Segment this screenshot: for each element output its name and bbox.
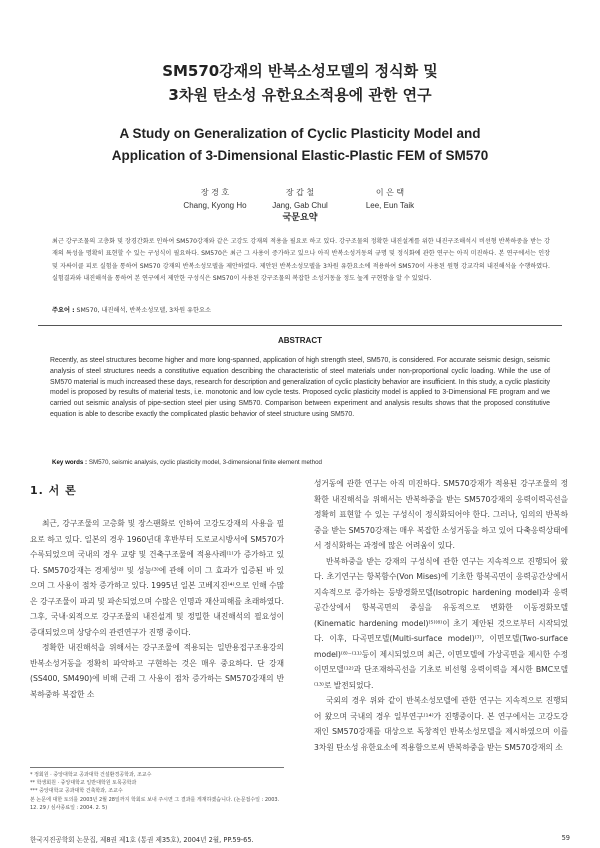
author-3	[330, 186, 450, 212]
journal-citation: 한국지진공학회 논문집, 제8권 제1호 (통권 제35호), 2004년 2월, PP.59-65.	[30, 836, 254, 844]
section-1-heading: 1. 서 론	[30, 484, 77, 497]
english-keywords-text: SM570, seismic analysis, cyclic plasticity model, 3-dimensional finite element method	[88, 459, 322, 466]
english-title-line-1: A Study on Generalization of Cyclic Plasticity Model and	[119, 126, 481, 141]
english-keywords-label: Key words :	[52, 459, 88, 466]
right-column	[314, 476, 568, 755]
author-2-korean-name: 장 갑 철	[285, 188, 315, 197]
body-paragraph: 반복하중을 받는 강재의 구성식에 관한 연구는 지속적으로 진행되어 왔다. 초기연구는 항복함수(Von Mises)에 기초한 항복곡면이 응력공간상에서 지속적으로 증가하는 등방경화모델(Isotropic hardening model)과 응력공간상에서 항복곡면의 중심을 유동적으로 변화한 이동경화모델(Kinematic hardening model)⁽⁵⁾⁽⁶⁾이 초기 제안된 것으로부터 시작되었다. 이후, 다곡면모델(Multi-surface model)⁽⁷⁾, 이면모델(Two-surface model)⁽⁸⁾⁻⁽¹¹⁾등이 제시되었으며 최근, 이면모델에 가상곡면을 제시한 수정이면모델⁽¹²⁾과 단조재하곡선을 기초로 비선형 응력이력을 제시한 BMC모델⁽¹³⁾로 발전되었다.	[314, 556, 568, 690]
page-number: 59	[561, 834, 570, 842]
author-3-korean-name: 이 은 택	[375, 188, 405, 197]
body-paragraph: 성거동에 관한 연구는 아직 미진하다. SM570강재가 적용된 강구조물의 정확한 내진해석을 위해서는 반복하중을 받는 SM570강재의 응력이력곡선을 정확히 표현할 수 있는 구성식이 정식화되어야 한다. 그러나, 임의의 반복하중을 받는 SM570강재는 매우 복잡한 소성거동을 하고 있어 다축응력상태에서 정식화하는 과정에 많은 어려움이 있다.	[314, 479, 568, 550]
english-title-line-2: Application of 3-Dimensional Elastic-Plastic FEM of SM570	[111, 148, 489, 163]
footnotes	[30, 771, 284, 812]
author-3-english-name: Lee, Eun Taik	[365, 201, 415, 210]
english-abstract-text: Recently, as steel structures become higher and more long-spanned, application of high strength steel, SM570, is considered. For accurate seismic design, seismic analysis of steel structures needs a constitutive equation describing the characteristic of steel materials under non-proportional cyclic loading. While the use of SM570 material is much increased these days, research for description and generalization of cyclic plasticity behavior are insufficient. In this study, a cyclic plasticity model is proposed by results of material tests, i.e. monotonic and low cycle tests. Proposed cyclic plasticity model is applied to 3-Dimensional FE program and we carried out seismic analysis of pipe-section steel pier using SM570. Comparison between experiment and analysis results shows that the proposed constitutive equation is able to describe exactly the complicated plastic behavior of steel structure using SM570.	[50, 357, 550, 418]
body-paragraph: 정확한 내진해석을 위해서는 강구조물에 적용되는 일반용접구조용강의 반복소성거동을 정확히 파악하고 구현하는 것은 매우 중요하다. 단 강재(SS400, SM490)에 비해 근래 그 사용이 점차 증가하는 SM570강재의 반복하중하 복잡한 소	[30, 643, 284, 699]
footnote-2: ** 학생회원 · 중앙대학교 일반대학원 토목공학과	[30, 780, 137, 787]
footnote-4: 본 논문에 대한 토의를 2003년 2월 28일까지 학회로 보내 주시면 그 결과를 게재하겠습니다. (논문접수일 : 2003. 12. 29 / 심사종료일 : 2004. 2. 5)	[30, 796, 280, 811]
author-2-english-name: Jang, Gab Chul	[272, 201, 328, 210]
page-footer	[30, 834, 570, 844]
footnote-1: * 정회원 · 중앙대학교 공과대학 건설환경공학과, 조교수	[30, 772, 152, 778]
footnote-3: *** 중앙대학교 공과대학 건축학과, 조교수	[30, 788, 123, 795]
left-column	[30, 516, 284, 702]
korean-abstract-heading: 국문요약	[282, 213, 318, 223]
author-1-korean-name: 장 경 호	[200, 188, 230, 197]
footnote-rule	[30, 767, 284, 768]
korean-abstract-text: 최근 강구조물의 고층화 및 장경간화로 인하여 SM570강재와 같은 고강도 강재의 적용을 필요로 하고 있다. 강구조물의 정확한 내진설계를 위한 내진구조해석시 비선형 반복하중을 받는 강재의 특성을 명확히 표현할 수 있는 구성식이 필요하다. SM570은 최근 그 사용이 증가하고 있으나 아직 반복소성거동의 규명 및 정식화에 관한 연구는 아직 미진하다. 본 연구에서는 인장 및 자싸이클 피로 실험을 통하여 SM570 강재의 반복소성모델을 제안하였다. 제안된 반복소성모델을 3차원 유한요소에 적용하여 SM570이 사용된 원형 강교각의 내진해석을 수행하였다. 실험결과와 내진해석을 통하여 본 연구에서 제안한 구성식은 SM570이 사용된 강구조물의 복잡한 소성거동을 정도 높게 구현함을 알 수 있었다.	[52, 238, 550, 282]
divider-rule	[38, 325, 562, 326]
english-keywords	[52, 458, 550, 468]
body-paragraph: 국외의 경우 위와 같이 반복소성모델에 관한 연구는 지속적으로 진행되어 왔으며 국내의 경우 일부연구⁽¹⁴⁾가 진행중이다. 본 연구에서는 고강도강재인 SM570강재를 대상으로 독창적인 반복소성모델을 제시하였으며 이를 3차원 탄소성 유한요소에 적용함으로써 반복하중을 받는 SM570강재의 소	[314, 696, 568, 752]
author-1-english-name: Chang, Kyong Ho	[183, 201, 247, 210]
korean-title-line-1: SM570강재의 반복소성모델의 정식화 및	[162, 62, 438, 80]
english-abstract-heading: ABSTRACT	[278, 336, 322, 345]
korean-title-line-2: 3차원 탄소성 유한요소적용에 관한 연구	[168, 86, 432, 104]
body-paragraph: 최근, 강구조물의 고층화 및 장스팬화로 인하여 고강도강재의 사용을 필요로 하고 있다. 일본의 경우 1960년대 후반부터 도로교시방서에 SM570가 수록되었으며 국내의 경우 교량 및 건축구조물에 적용사례⁽¹⁾가 증가하고 있다. SM570강재는 경제성⁽²⁾ 및 성능⁽³⁾에 관해 이미 그 효과가 입증된 바 있으며 그 사용이 점차 증가하고 있다. 1995년 일본 고베지진⁽⁴⁾으로 인해 수많은 강구조물이 파괴 및 파손되었으며 수많은 인명과 재산피해를 초래하였다. 그후, 국내·외적으로 강구조물의 내진설계 및 정밀한 내진해석의 필요성이 증대되었으며 상당수의 관련연구가 진행 중이다.	[30, 519, 284, 637]
korean-keywords-label: 주요어 :	[52, 307, 75, 314]
korean-keywords-text: SM570, 내진해석, 반복소성모델, 3차원 유한요소	[76, 307, 211, 314]
korean-keywords	[52, 306, 550, 316]
